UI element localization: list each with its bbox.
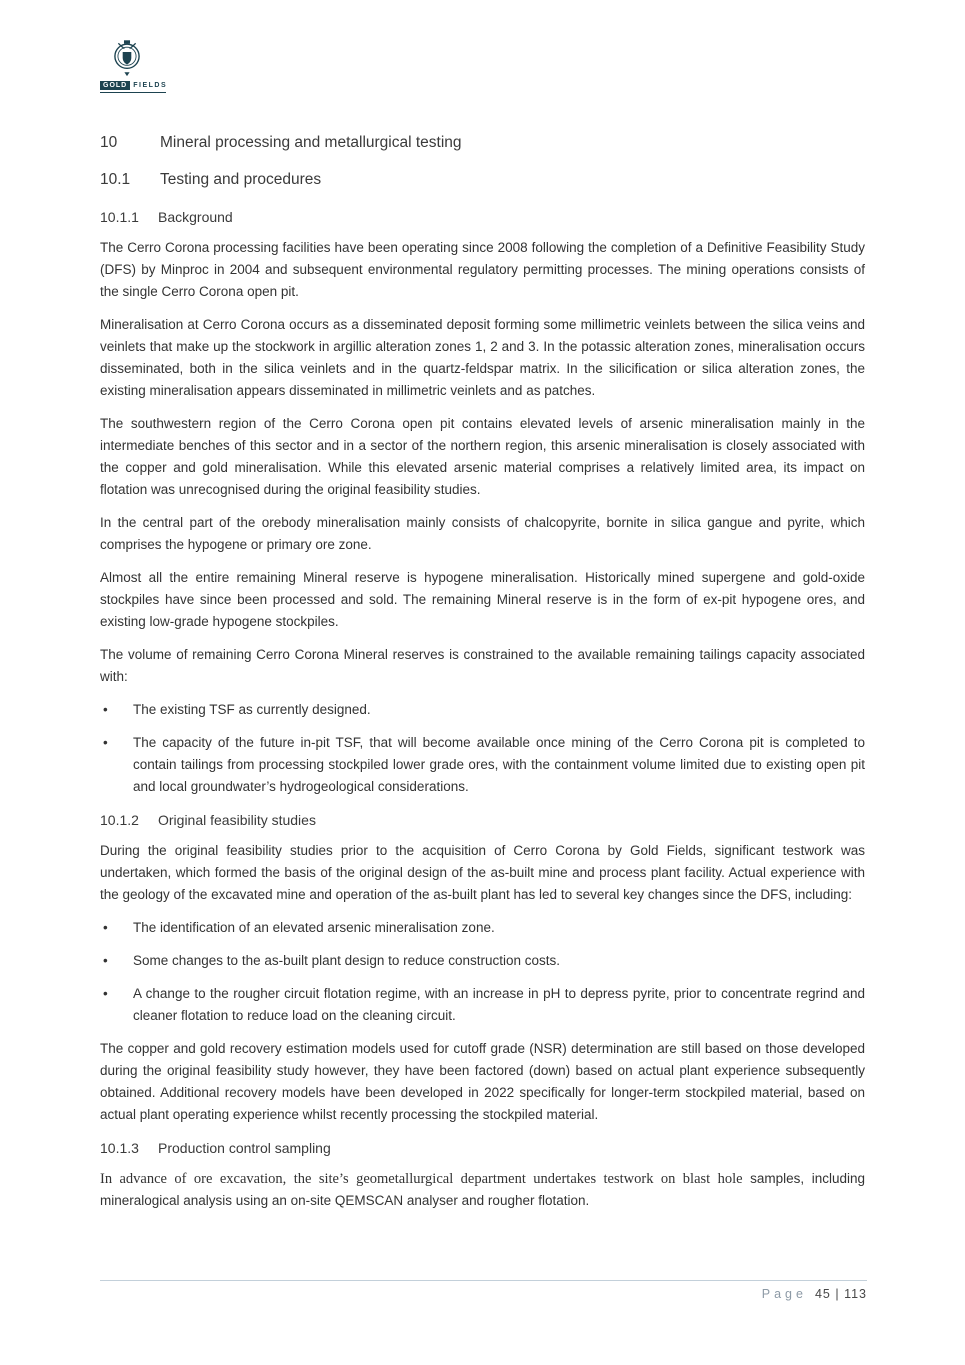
background-paragraph-1: The Cerro Corona processing facilities have been operating since 2008 following the completion of a Definitive Feasibility Study (DFS) by Minproc in 2004 and subsequent environmental regulatory permitting processes. The mining operations consists of the single Cerro Corona open pit.: [100, 240, 865, 299]
background-paragraph-3: The southwestern region of the Cerro Corona open pit contains elevated levels of arsenic mineralisation mainly in the intermediate benches of this sector and in a sector of the northern region, this arsenic mineralisation is closely associated with the copper and gold mineralisation. While this elevated arsenic material comprises a relatively limited area, its impact on flotation was unrecognised during the original feasibility studies.: [100, 416, 865, 497]
section-10-1-1-title: Background: [158, 209, 233, 225]
section-10-title: Mineral processing and metallurgical testing: [160, 134, 462, 151]
gold-fields-logo: [100, 38, 172, 93]
section-10-1-1-number: 10.1.1: [100, 209, 139, 225]
feasibility-bullet-3-text: A change to the rougher circuit flotation regime, with an increase in pH to depress pyrite, prior to concentrate regrind and cleaner flotation to reduce load on the cleaning circuit.: [133, 986, 865, 1023]
feasibility-bullet-2-text: Some changes to the as-built plant design to reduce construction costs.: [133, 953, 560, 968]
background-paragraph-6: The volume of remaining Cerro Corona Mineral reserves is constrained to the available remaining tailings capacity associated with:: [100, 647, 865, 684]
section-10-1-3-number: 10.1.3: [100, 1140, 139, 1156]
background-paragraph-2: Mineralisation at Cerro Corona occurs as a disseminated deposit forming some millimetric veinlets between the silica veins and veinlets that make up the stockwork in argillic alteration zones 1, 2 and 3. In the potassic alteration zones, mineralisation occurs disseminated, both in the silica veinlets and in the quartz-feldspar matrix. In the silicification or silica alteration zones, the existing mineralisation appears disseminated in millimetric veinlets and as patches.: [100, 317, 865, 398]
bullet-marker-icon: •: [103, 735, 108, 750]
section-10-1-3-title: Production control sampling: [158, 1140, 331, 1156]
section-10-1-3-heading: [100, 1137, 865, 1159]
gold-fields-crest-icon: [108, 38, 146, 78]
footer-page-number: 45 | 113: [814, 1287, 867, 1301]
bullet-marker-icon: •: [103, 953, 108, 968]
footer-page-label: Page: [761, 1287, 807, 1301]
gold-fields-wordmark: [100, 81, 166, 93]
feasibility-bullet-1: [100, 917, 865, 939]
page-footer: [100, 1280, 867, 1301]
section-10-heading: [100, 132, 865, 154]
bullet-marker-icon: •: [103, 986, 108, 1001]
background-bullet-1: [100, 699, 865, 721]
section-10-1-2-number: 10.1.2: [100, 812, 139, 828]
section-10-1-1-heading: [100, 206, 865, 228]
background-bullet-1-text: The existing TSF as currently designed.: [133, 702, 371, 717]
feasibility-bullet-3: [100, 983, 865, 1027]
background-bullet-2-text: The capacity of the future in-pit TSF, that will become available once mining of the Cerro Corona pit is completed to contain tailings from processing stockpiled lower grade ores, with the containment volume limited due to existing open pit and local groundwater’s hydrogeological considerations.: [133, 735, 865, 794]
feasibility-paragraph-2: The copper and gold recovery estimation models used for cutoff grade (NSR) determination are still based on those developed during the original feasibility study however, they have been factored (down) based on actual plant experience subsequently obtained. Additional recovery models have been developed in 2022 specifically for longer-term stockpiled material, based on actual plant operating experience whilst recently processing the stockpiled material.: [100, 1041, 865, 1122]
background-paragraph-5: Almost all the entire remaining Mineral reserve is hypogene mineralisation. Historically mined supergene and gold-oxide stockpiles have since been processed and sold. The remaining Mineral reserve is in the form of ex-pit hypogene ores, and existing low-grade hypogene stockpiles.: [100, 570, 865, 629]
sampling-paragraph-1: [100, 1168, 865, 1212]
section-10-1-heading: [100, 169, 865, 191]
section-10-1-2-title: Original feasibility studies: [158, 812, 316, 828]
bullet-marker-icon: •: [103, 920, 108, 935]
document-content: [100, 132, 865, 1223]
background-bullet-2: [100, 732, 865, 798]
sampling-text-serif: In advance of ore excavation, the site’s geometallurgical department undertakes testwork on blast hole: [100, 1171, 743, 1187]
feasibility-paragraph-1: During the original feasibility studies prior to the acquisition of Cerro Corona by Gold Fields, significant testwork was undertaken, which formed the basis of the original design of the as-built mine and process plant facility. Actual experience with the geology of the excavated mine and operation of the as-built plant has led to several key changes since the DFS, including:: [100, 843, 865, 902]
feasibility-bullet-2: [100, 950, 865, 972]
feasibility-bullet-1-text: The identification of an elevated arsenic mineralisation zone.: [133, 920, 495, 935]
sampling-text-sans: samples, including mineralogical analysis using an on-site QEMSCAN analyser and rougher flotation.: [100, 1171, 865, 1208]
logo-fields-label: FIELDS: [133, 82, 168, 89]
section-10-number: 10: [100, 134, 118, 151]
section-10-1-title: Testing and procedures: [160, 171, 322, 188]
bullet-marker-icon: •: [103, 702, 108, 717]
section-10-1-number: 10.1: [100, 171, 131, 188]
background-paragraph-4: In the central part of the orebody mineralisation mainly consists of chalcopyrite, bornite in silica gangue and pyrite, which comprises the hypogene or primary ore zone.: [100, 515, 865, 552]
section-10-1-2-heading: [100, 809, 865, 831]
logo-gold-label: GOLD: [100, 81, 130, 90]
